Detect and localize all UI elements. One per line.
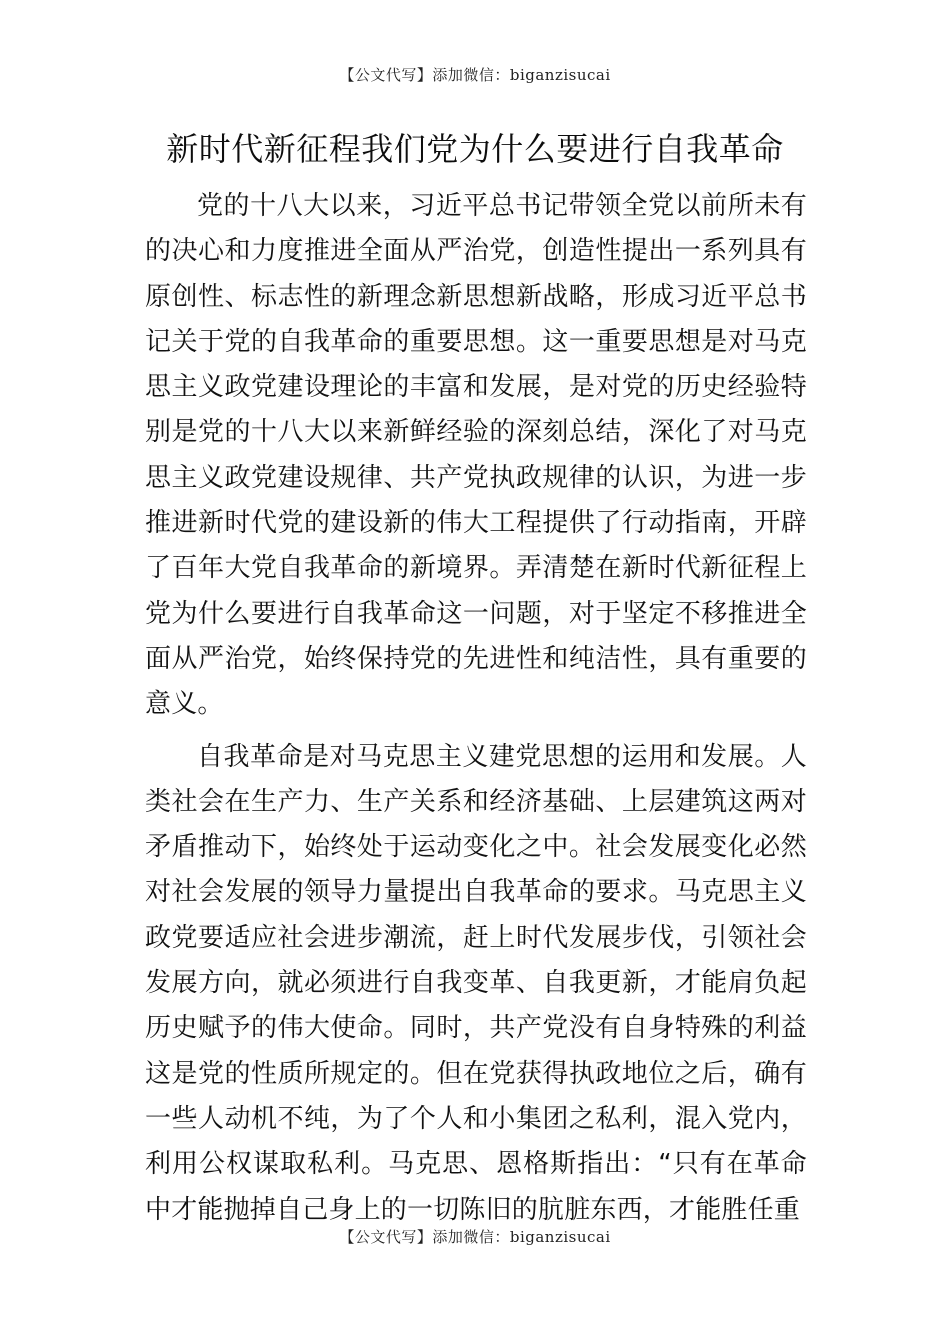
header-watermark-note: 【公文代写】添加微信：biganzisucai — [339, 66, 611, 84]
paragraph-1: 党的十八大以来，习近平总书记带领全党以前所未有的决心和力度推进全面从严治党，创造性提出一系列具有原创性、标志性的新理念新思想新战略，形成习近平总书记关于党的自我革命的重要思想。这一重要思想是对马克思主义政党建设理论的丰富和发展，是对党的历史经验特别是党的十八大以来新鲜经验的深刻总结，深化了对马克思主义政党建设规律、共产党执政规律的认识，为进一步推进新时代党的建设新的伟大工程提供了行动指南，开辟了百年大党自我革命的新境界。弄清楚在新时代新征程上党为什么要进行自我革命这一问题，对于坚定不移推进全面从严治党，始终保持党的先进性和纯洁性，具有重要的意义。 — [145, 191, 807, 720]
paragraph-2: 自我革命是对马克思主义建党思想的运用和发展。人类社会在生产力、生产关系和经济基础、上层建筑这两对矛盾推动下，始终处于运动变化之中。社会发展变化必然对社会发展的领导力量提出自我革命的要求。马克思主义政党要适应社会进步潮流，赶上时代发展步伐，引领社会发展方向，就必须进行自我变革、自我更新，才能肩负起历史赋予的伟大使命。同时，共产党没有自身特殊的利益这是党的性质所规定的。但在党获得执政地位之后，确有一些人动机不纯，为了个人和小集团之私利，混入党内，利用公权谋取私利。马克思、恩格斯指出：“只有在革命中才能抛掉自己身上的一切陈旧的肮脏东西，才能胜任重 — [145, 741, 807, 1225]
document-body — [145, 184, 807, 1233]
document-title: 新时代新征程我们党为什么要进行自我革命 — [166, 130, 784, 168]
footer-watermark-note: 【公文代写】添加微信：biganzisucai — [339, 1228, 611, 1246]
